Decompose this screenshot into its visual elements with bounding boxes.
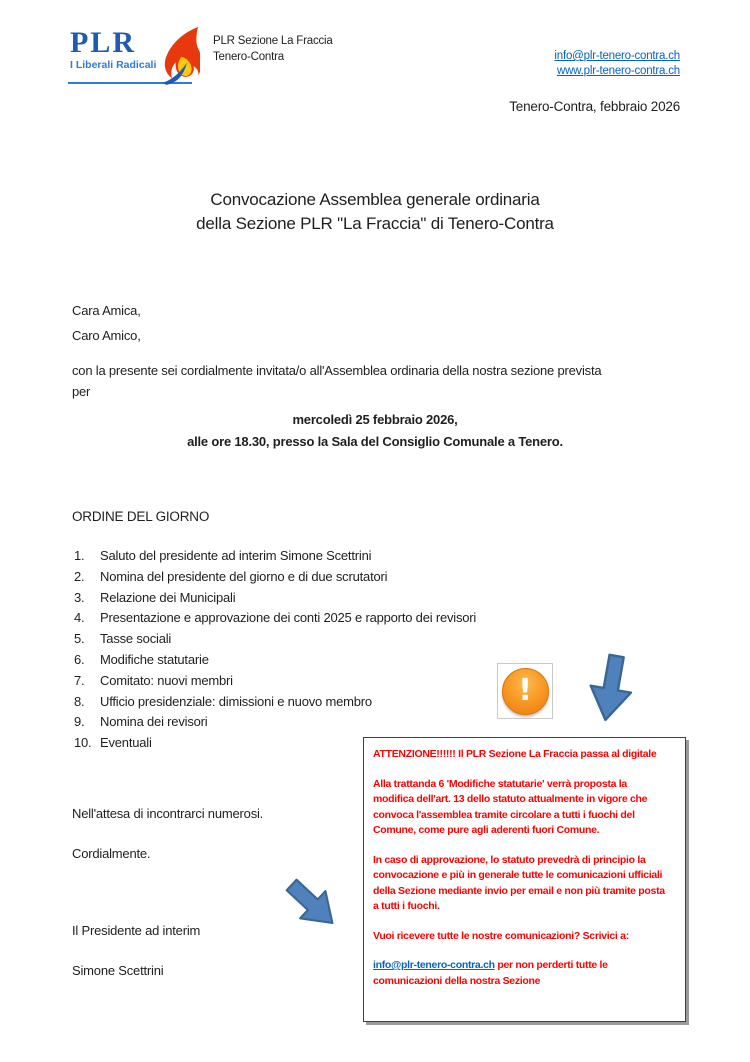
agenda-item-text: Comitato: nuovi membri: [100, 672, 233, 688]
closing-role: Il Presidente ad interim: [72, 923, 201, 938]
closing-signature: Simone Scettrini: [72, 963, 164, 978]
website-link[interactable]: www.plr-tenero-contra.ch: [556, 65, 680, 77]
header-org: [213, 33, 333, 65]
salutation-line2: Caro Amico,: [72, 328, 141, 343]
agenda-item: [74, 692, 476, 713]
page-title-line2: della Sezione PLR "La Fraccia" di Tenero-Contra: [196, 214, 554, 233]
closing-awaiting: Nell'attesa di incontrarci numerosi.: [72, 806, 264, 821]
notice-cta: [373, 958, 676, 989]
agenda-item: [74, 567, 476, 588]
agenda-item: [74, 546, 476, 567]
email-link[interactable]: info@plr-tenero-contra.ch: [554, 50, 680, 62]
agenda-item-number: 5.: [74, 631, 85, 647]
agenda-item-text: Nomina del presidente del giorno e di due scrutatori: [100, 568, 388, 584]
meeting-date: mercoledì 25 febbraio 2026,: [292, 412, 458, 427]
warning-icon: [497, 663, 553, 719]
header-links: [554, 49, 680, 79]
intro-paragraph: [72, 360, 601, 402]
agenda-item-number: 2.: [74, 568, 85, 584]
down-arrow-icon: [579, 648, 643, 728]
agenda-item: [74, 588, 476, 609]
warning-icon-circle: [502, 668, 549, 715]
intro-line2: per: [72, 384, 91, 399]
agenda-item-number: 3.: [74, 589, 85, 605]
notice-email-link[interactable]: info@plr-tenero-contra.ch: [373, 959, 495, 971]
agenda-item: [74, 671, 476, 692]
agenda-list: [74, 546, 476, 754]
page-title: [0, 188, 750, 236]
meeting-details: [0, 409, 750, 453]
org-location: Tenero-Contra: [213, 51, 284, 63]
notice-paragraph-2: In caso di approvazione, lo statuto prevedrà di principio la convocazione e più in generale tutte le comunicazioni ufficiali della Sezione mediante invio per email e non più tramite posta a tutti i fuochi.: [373, 853, 665, 912]
agenda-item-text: Modifiche statutarie: [100, 651, 209, 667]
agenda-item-number: 6.: [74, 651, 85, 667]
exclamation-glyph: !: [518, 673, 532, 708]
agenda-item: [74, 608, 476, 629]
agenda-item-text: Tasse sociali: [100, 631, 172, 647]
salutation-line1: Cara Amica,: [72, 303, 141, 318]
agenda-item-number: 8.: [74, 693, 85, 709]
agenda-item: [74, 629, 476, 650]
agenda-item-number: 4.: [74, 610, 85, 626]
down-right-arrow-icon: [270, 862, 355, 947]
notice-question: Vuoi ricevere tutte le nostre comunicazioni? Scrivici a:: [373, 929, 629, 942]
salutation: [72, 298, 141, 348]
agenda-item-number: 10.: [74, 735, 92, 751]
page-title-line1: Convocazione Assemblea generale ordinaria: [210, 190, 540, 209]
closing-regards: Cordialmente.: [72, 846, 151, 861]
agenda-item-text: Relazione dei Municipali: [100, 589, 236, 605]
plr-logo-subtitle: I Liberali Radicali: [70, 59, 157, 71]
agenda-item-text: Eventuali: [100, 735, 152, 751]
agenda-item-text: Ufficio presidenziale: dimissioni e nuovo membro: [100, 693, 372, 709]
agenda-heading: ORDINE DEL GIORNO: [72, 509, 210, 524]
agenda-item: [74, 650, 476, 671]
agenda-item-number: 1.: [74, 548, 85, 563]
plr-logo: [68, 28, 192, 84]
flame-icon: [144, 24, 200, 86]
agenda-item-text: Saluto del presidente ad interim Simone Scettrini: [100, 548, 372, 563]
dateline: Tenero-Contra, febbraio 2026: [509, 99, 680, 114]
plr-logo-acronym: PLR: [70, 26, 136, 59]
notice-paragraph-1: Alla trattanda 6 'Modifiche statutarie' verrà proposta la modifica dell'art. 13 dello statuto attualmente in vigore che convoca l'assemblea tramite circolare a tutti i fuochi del Comune, come pure agli aderenti fuori Comune.: [373, 777, 648, 836]
meeting-place: alle ore 18.30, presso la Sala del Consiglio Comunale a Tenero.: [187, 434, 563, 449]
agenda-item-number: 7.: [74, 672, 85, 688]
agenda-item-text: Nomina dei revisori: [100, 714, 208, 730]
notice-cta-rest: per non perderti tutte le: [494, 959, 608, 971]
agenda-item-text: Presentazione e approvazione dei conti 2025 e rapporto dei revisori: [100, 610, 477, 626]
notice-title: ATTENZIONE!!!!!! Il PLR Sezione La Fraccia passa al digitale: [373, 748, 657, 760]
attention-notice-box: [363, 737, 686, 1022]
agenda-item: [74, 712, 476, 733]
notice-cta-line2: comunicazioni della nostra Sezione: [373, 974, 541, 987]
agenda-item-number: 9.: [74, 714, 85, 730]
org-name: PLR Sezione La Fraccia: [213, 35, 333, 47]
intro-line1: con la presente sei cordialmente invitata/o all'Assemblea ordinaria della nostra sezione prevista: [72, 363, 602, 378]
